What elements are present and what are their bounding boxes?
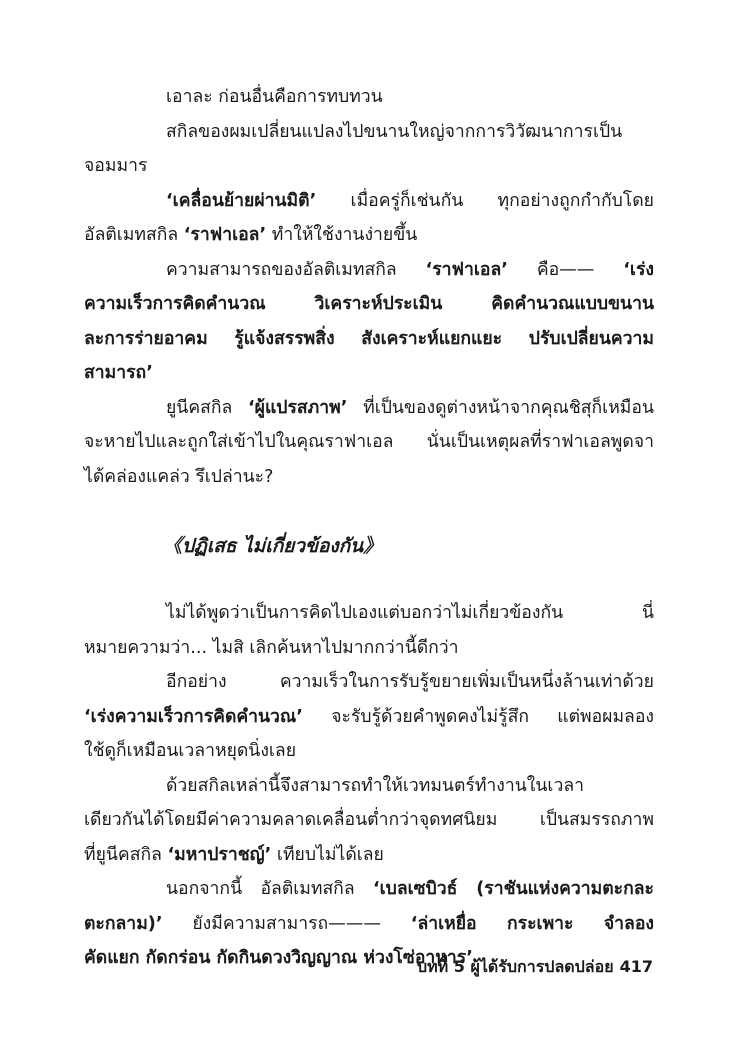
- skill-name-raphael: ‘ราฟาเอล’: [183, 225, 267, 245]
- paragraph-6-line-2: หมายความว่า... ไมสิ เลิกค้นหาไปมากกว่านี้ดีกว่า: [84, 637, 459, 658]
- paragraph-9-line-2: ตะกลาม)’ ยังมีความสามารถ——— ‘ล่าเหยื่อ กระเพาะ จำลอง: [84, 913, 654, 934]
- paragraph-7-line-2: ‘เร่งความเร็วการคิดคำนวณ’ จะรับรู้ด้วยคำพูดคงไม่รู้สึก แต่พอผมลอง: [84, 706, 654, 727]
- paragraph-4-line-4: สามารถ’: [84, 363, 153, 383]
- paragraph-2-line-1: สกิลของผมเปลี่ยนแปลงไปขนานใหญ่จากการวิวัฒนาการเป็น: [166, 121, 623, 142]
- paragraph-6-line-1: ไม่ได้พูดว่าเป็นการคิดไปเองแต่บอกว่าไม่เกี่ยวข้องกัน นี่: [166, 603, 654, 623]
- chapter-title: บทที่ 5 ผู้ได้รับการปลดปล่อย: [416, 957, 614, 976]
- paragraph-5-line-2: จะหายไปและถูกใส่เข้าไปในคุณราฟาเอล นั่นเป็นเหตุผลที่ราฟาเอลพูดจา: [84, 432, 654, 452]
- paragraph-7-line-1: อีกอย่าง ความเร็วในการรับรู้ขยายเพิ่มเป็นหนึ่งล้านเท่าด้วย: [166, 672, 654, 692]
- paragraph-4-line-1: ความสามารถของอัลติเมทสกิล ‘ราฟาเอล’ คือ—— ‘เร่ง: [166, 259, 654, 280]
- paragraph-1: เอาละ ก่อนอื่นคือการทบทวน: [166, 87, 383, 107]
- paragraph-8-line-1: ด้วยสกิลเหล่านี้จึงสามารถทำให้เวทมนตร์ทำงานในเวลา: [166, 775, 584, 796]
- paragraph-8-line-2: เดียวกันได้โดยมีค่าความคลาดเคลื่อนต่ำกว่าจุดทศนิยม เป็นสมรรถภาพ: [84, 810, 654, 830]
- paragraph-5-line-1: ยูนีคสกิล ‘ผู้แปรสภาพ’ ที่เป็นของดูต่างหน้าจากคุณชิสุก็เหมือน: [166, 397, 654, 418]
- paragraph-5-line-3: ได้คล่องแคล่ว รึเปล่านะ?: [84, 466, 274, 487]
- paragraph-3-line-1: ‘เคลื่อนย้ายผ่านมิติ’ เมื่อครู่ก็เช่นกัน ทุกอย่างถูกกำกับโดย: [166, 190, 654, 211]
- paragraph-7-line-3: ใช้ดูก็เหมือนเวลาหยุดนิ่งเลย: [84, 741, 297, 761]
- skill-name-dimension-move: ‘เคลื่อนย้ายผ่านมิติ’: [166, 190, 317, 211]
- paragraph-4-line-2: ความเร็วการคิดคำนวณ วิเคราะห์ประเมิน คิดคำนวณแบบขนาน: [84, 294, 654, 314]
- body-text: [84, 80, 654, 976]
- section-heading: 《ปฏิเสธ ไม่เกี่ยวข้องกัน》: [163, 535, 383, 557]
- paragraph-4-line-3: ละการร่ายอาคม รู้แจ้งสรรพสิ่ง สังเคราะห์แยกแยะ ปรับเปลี่ยนความ: [84, 328, 654, 349]
- paragraph-8-line-3: ที่ยูนีคสกิล ‘มหาปราชญ์’ เทียบไม่ได้เลย: [84, 844, 384, 865]
- page-footer: [411, 955, 653, 979]
- paragraph-3-line-2: อัลติเมทสกิล ‘ราฟาเอล’ ทำให้ใช้งานง่ายขึ้น: [84, 225, 418, 245]
- page-number: 417: [619, 957, 653, 976]
- paragraph-9-line-3: คัดแยก กัดกร่อน กัดกินดวงวิญญาณ ห่วงโซ่อาหาร’: [84, 948, 473, 968]
- paragraph-9-line-1: นอกจากนี้ อัลติเมทสกิล ‘เบลเซบิวธ์ (ราชันแห่งความตะกละ: [166, 879, 655, 899]
- paragraph-2-line-2: จอมมาร: [84, 156, 148, 176]
